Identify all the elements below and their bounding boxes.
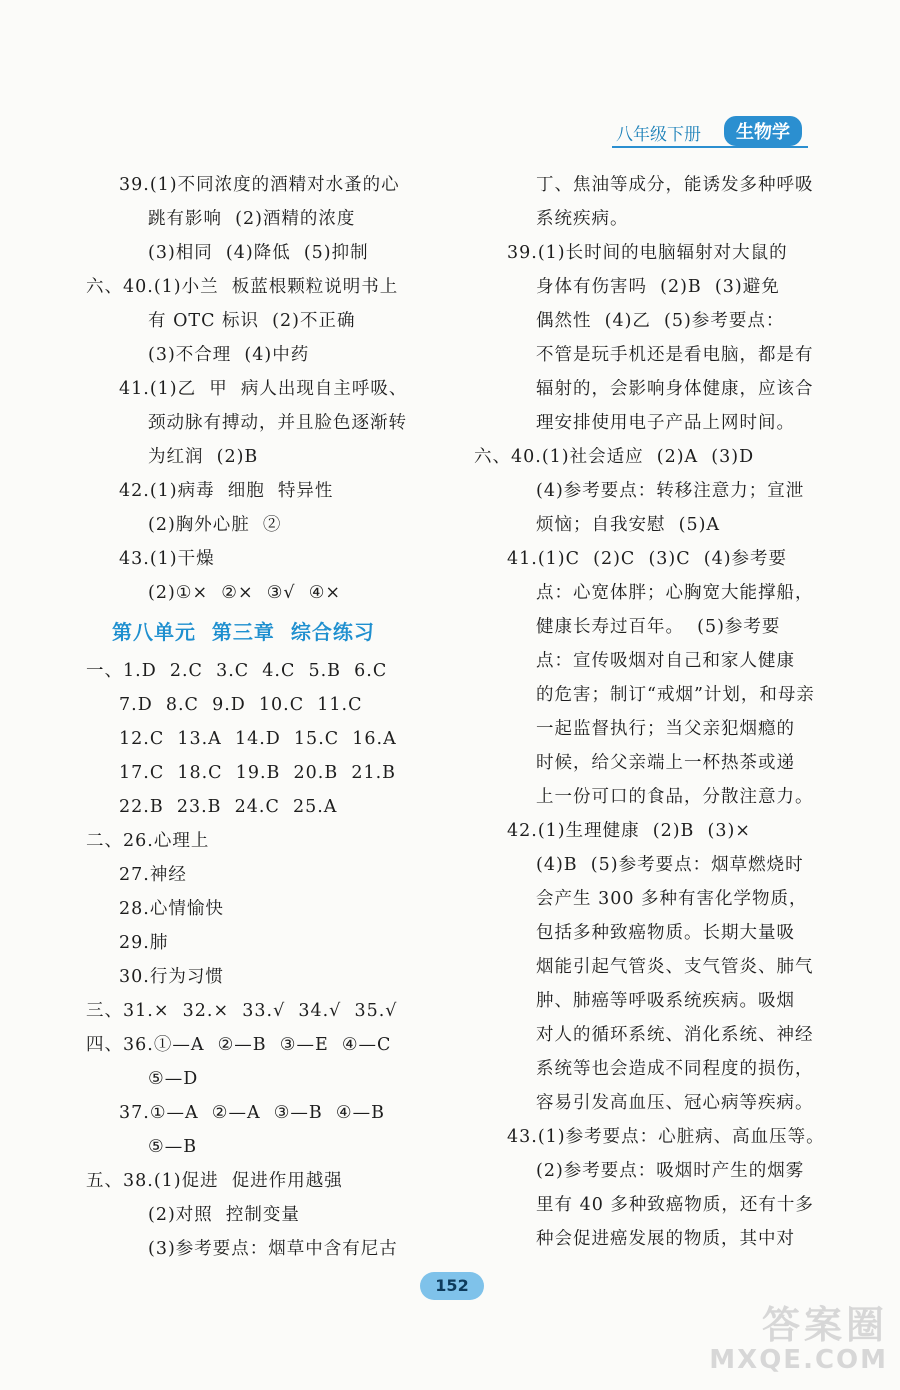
right-answer-column [474,168,824,1256]
answer-line: 丁、焦油等成分，能诱发多种呼吸 [536,175,814,195]
answer-line: ⑤—D [148,1069,199,1089]
answer-line: (4)B (5)参考要点：烟草燃烧时 [536,855,804,875]
answer-line: (3)参考要点：烟草中含有尼古 [148,1239,398,1259]
watermark-logo [698,1304,888,1374]
answer-line: 29.肺 [119,933,169,953]
answer-line: 不管是玩手机还是看电脑，都是有 [536,345,814,365]
answer-line: 对人的循环系统、消化系统、神经 [536,1025,814,1045]
answer-line: 7.D 8.C 9.D 10.C 11.C [119,695,363,715]
answer-line: ⑤—B [148,1137,198,1157]
answer-line: 17.C 18.C 19.B 20.B 21.B [119,763,397,783]
answer-line: 理安排使用电子产品上网时间。 [536,413,795,433]
answer-line: 容易引发高血压、冠心病等疾病。 [536,1093,814,1113]
answer-line: (4)参考要点：转移注意力；宣泄 [536,481,805,501]
answer-line: 12.C 13.A 14.D 15.C 16.A [119,729,397,749]
watermark-text: 答案圈 [761,1303,888,1347]
left-answer-column [86,168,442,1266]
answer-line: 为红润 (2)B [148,447,259,467]
answer-line: 辐射的，会影响身体健康，应该合 [536,379,814,399]
answer-line: 健康长寿过百年。 (5)参考要 [536,617,781,637]
answer-line: 六、40.(1)社会适应 (2)A (3)D [474,447,755,467]
answer-line: 一起监督执行；当父亲犯烟瘾的 [536,719,795,739]
answer-line: 上一份可口的食品，分散注意力。 [536,787,814,807]
answer-line: 39.(1)不同浓度的酒精对水蚤的心 [119,175,400,195]
answer-line: 一、1.D 2.C 3.C 4.C 5.B 6.C [86,661,388,681]
answer-line: 时候，给父亲端上一杯热茶或递 [536,753,795,773]
answer-line: 28.心情愉快 [119,899,224,919]
answer-line: 43.(1)参考要点：心脏病、高血压等。 [507,1127,825,1147]
answer-line: (2)胸外心脏 ② [148,515,282,535]
answer-line: (2)参考要点：吸烟时产生的烟雾 [536,1161,805,1181]
answer-line: 点：心宽体胖；心胸宽大能撑船， [536,583,814,603]
watermark-url: MXQE.COM [709,1345,888,1375]
answer-line: 包括多种致癌物质。长期大量吸 [536,923,795,943]
answer-line: 二、26.心理上 [86,831,210,851]
answer-line: 39.(1)长时间的电脑辐射对大鼠的 [507,243,788,263]
answer-line: 43.(1)干燥 [119,549,215,569]
answer-line: 五、38.(1)促进 促进作用越强 [86,1171,343,1191]
answer-line: (2)①× ②× ③√ ④× [148,583,342,603]
answer-line: 系统等也会造成不同程度的损伤， [536,1059,814,1079]
answer-line: 22.B 23.B 24.C 25.A [119,797,338,817]
section-title: 第八单元 第三章 综合练习 [112,620,375,644]
header-rule [612,146,808,148]
page-number: 152 [420,1272,484,1300]
answer-line: 42.(1)生理健康 (2)B (3)× [507,821,751,841]
answer-line: 会产生 300 多种有害化学物质， [536,889,808,909]
subject-badge: 生物学 [724,116,802,146]
answer-line: 种会促进癌发展的物质，其中对 [536,1229,795,1249]
answer-line: (3)不合理 (4)中药 [148,345,310,365]
answer-line: 30.行为习惯 [119,967,224,987]
answer-line: 42.(1)病毒 细胞 特异性 [119,481,334,501]
answer-line: (3)相同 (4)降低 (5)抑制 [148,243,369,263]
answer-line: 四、36.①—A ②—B ③—E ④—C [86,1035,392,1055]
answer-line: 37.①—A ②—A ③—B ④—B [119,1103,385,1123]
answer-line: 烦恼；自我安慰 (5)A [536,515,721,535]
answer-line: 点：宣传吸烟对自己和家人健康 [536,651,795,671]
answer-line: 的危害；制订“戒烟”计划，和母亲 [536,685,815,705]
answer-line: 41.(1)C (2)C (3)C (4)参考要 [507,549,788,569]
answer-line: 41.(1)乙 甲 病人出现自主呼吸、 [119,379,408,399]
answer-line: 系统疾病。 [536,209,629,229]
answer-line: 肿、肺癌等呼吸系统疾病。吸烟 [536,991,795,1011]
answer-line: 三、31.× 32.× 33.√ 34.√ 35.√ [86,1001,398,1021]
answer-line: 烟能引起气管炎、支气管炎、肺气 [536,957,814,977]
answer-line: 偶然性 (4)乙 (5)参考要点： [536,311,785,331]
answer-line: 六、40.(1)小兰 板蓝根颗粒说明书上 [86,277,399,297]
answer-line: 跳有影响 (2)酒精的浓度 [148,209,356,229]
answer-line: 有 OTC 标识 (2)不正确 [148,311,356,331]
answer-line: 27.神经 [119,865,187,885]
answer-line: 里有 40 多种致癌物质，还有十多 [536,1195,814,1215]
page-header [612,116,812,150]
answer-line: 身体有伤害吗 (2)B (3)避免 [536,277,780,297]
grade-label: 八年级下册 [616,125,701,145]
answer-line: 颈动脉有搏动，并且脸色逐渐转 [148,413,407,433]
answer-line: (2)对照 控制变量 [148,1205,300,1225]
